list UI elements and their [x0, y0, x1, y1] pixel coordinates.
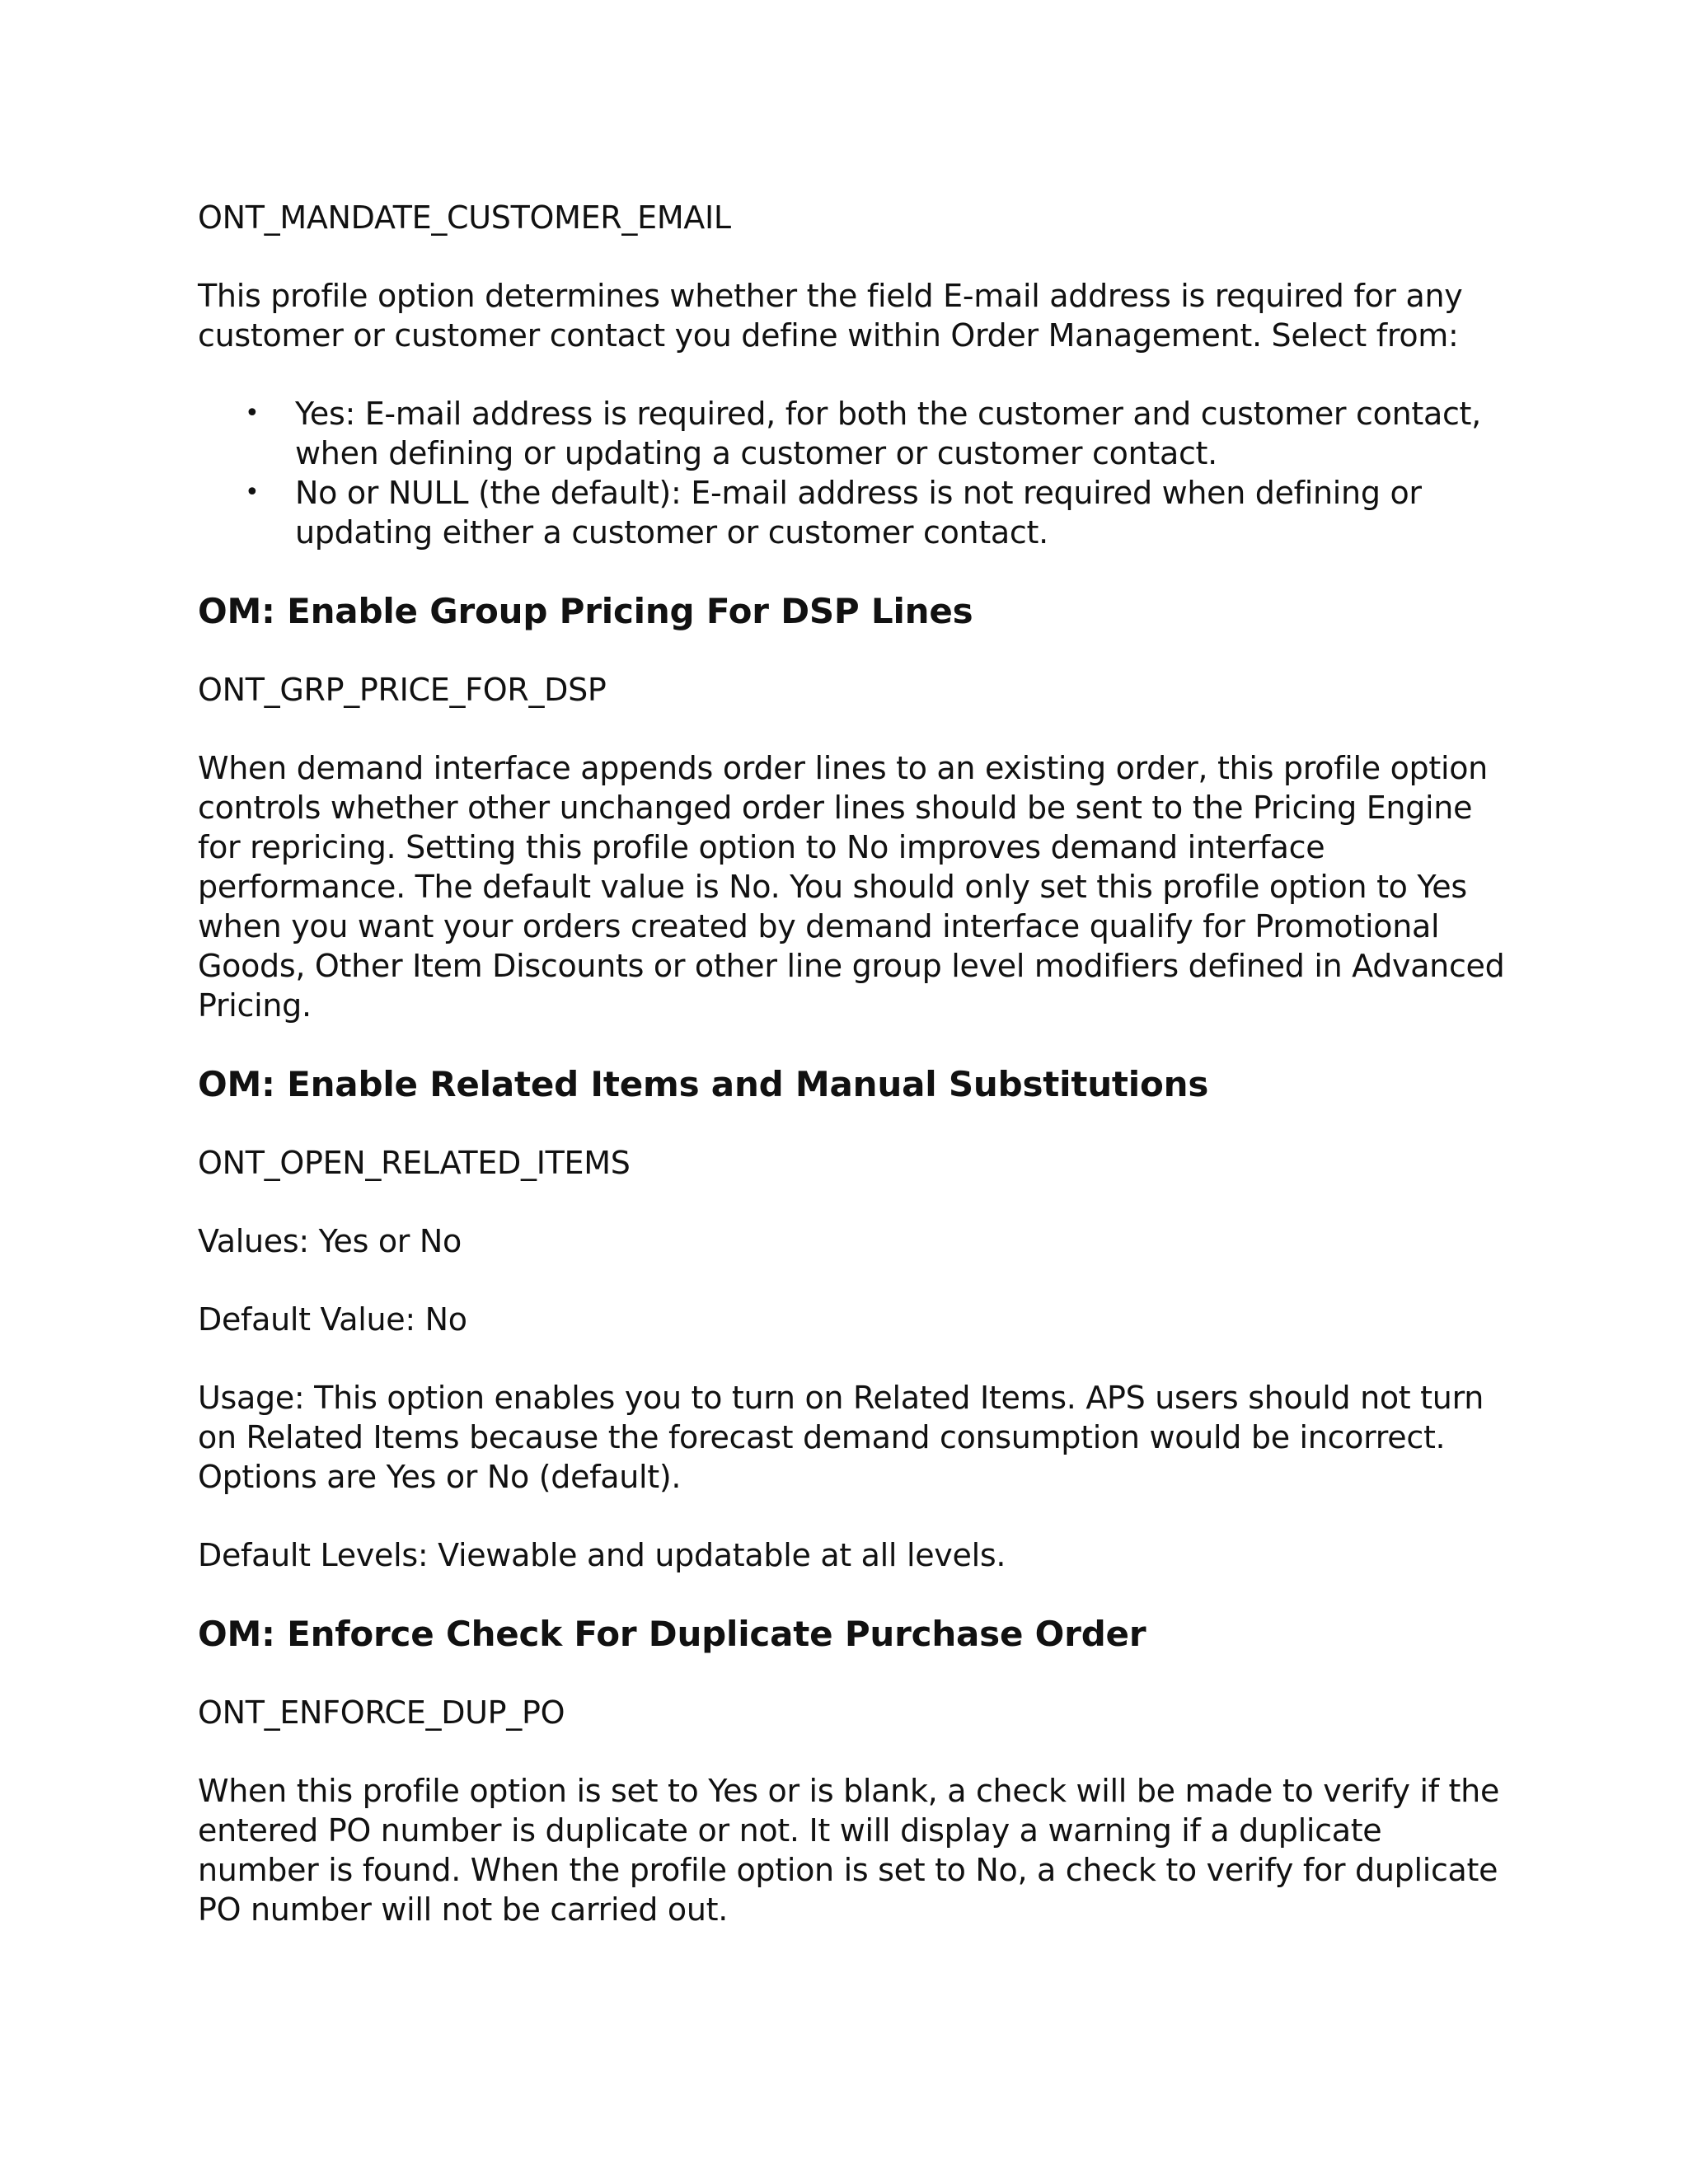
section-heading: OM: Enforce Check For Duplicate Purchase Order	[198, 1614, 1146, 1654]
section-heading: OM: Enable Related Items and Manual Substitutions	[198, 1064, 1209, 1104]
document-page	[198, 198, 1508, 1968]
option-values-list	[198, 394, 1508, 552]
default-value-paragraph: Default Value: No	[198, 1301, 467, 1338]
bullet-icon: •	[245, 399, 260, 428]
section-paragraph: When demand interface appends order lines to an existing order, this profile option controls whether other unchanged order lines should be sent to the Pricing Engine for repricing. Setting this profile option to No improves demand interface performance. The default value is No. You should only set this profile option to Yes when you want your orders created by demand interface qualify for Promotional Goods, Other Item Discounts or other line group level modifiers defined in Advanced Pricing.	[198, 750, 1505, 1024]
section-paragraph: When this profile option is set to Yes or is blank, a check will be made to verify if the entered PO number is duplicate or not. It will display a warning if a duplicate number is found. When the profile option is set to No, a check to verify for duplicate PO number will not be carried out.	[198, 1773, 1500, 1928]
profile-option-code: ONT_GRP_PRICE_FOR_DSP	[198, 672, 607, 708]
list-item-text: No or NULL (the default): E-mail address is not required when defining or updating either a customer or customer contact.	[295, 475, 1422, 551]
profile-option-code: ONT_ENFORCE_DUP_PO	[198, 1694, 565, 1731]
section-heading: OM: Enable Group Pricing For DSP Lines	[198, 591, 973, 631]
profile-option-code: ONT_MANDATE_CUSTOMER_EMAIL	[198, 199, 731, 236]
default-levels-paragraph: Default Levels: Viewable and updatable at all levels.	[198, 1537, 1006, 1573]
bullet-icon: •	[245, 478, 260, 507]
usage-paragraph: Usage: This option enables you to turn on Related Items. APS users should not turn on Related Items because the forecast demand consumption would be incorrect. Options are Yes or No (default).	[198, 1380, 1484, 1495]
list-item-text: Yes: E-mail address is required, for both the customer and customer contact, when defining or updating a customer or customer contact.	[295, 396, 1481, 471]
values-paragraph: Values: Yes or No	[198, 1223, 462, 1259]
list-item	[198, 473, 1508, 552]
profile-option-code: ONT_OPEN_RELATED_ITEMS	[198, 1145, 631, 1181]
profile-option-description: This profile option determines whether the field E-mail address is required for any customer or customer contact you define within Order Management. Select from:	[198, 278, 1463, 354]
list-item	[198, 394, 1508, 473]
